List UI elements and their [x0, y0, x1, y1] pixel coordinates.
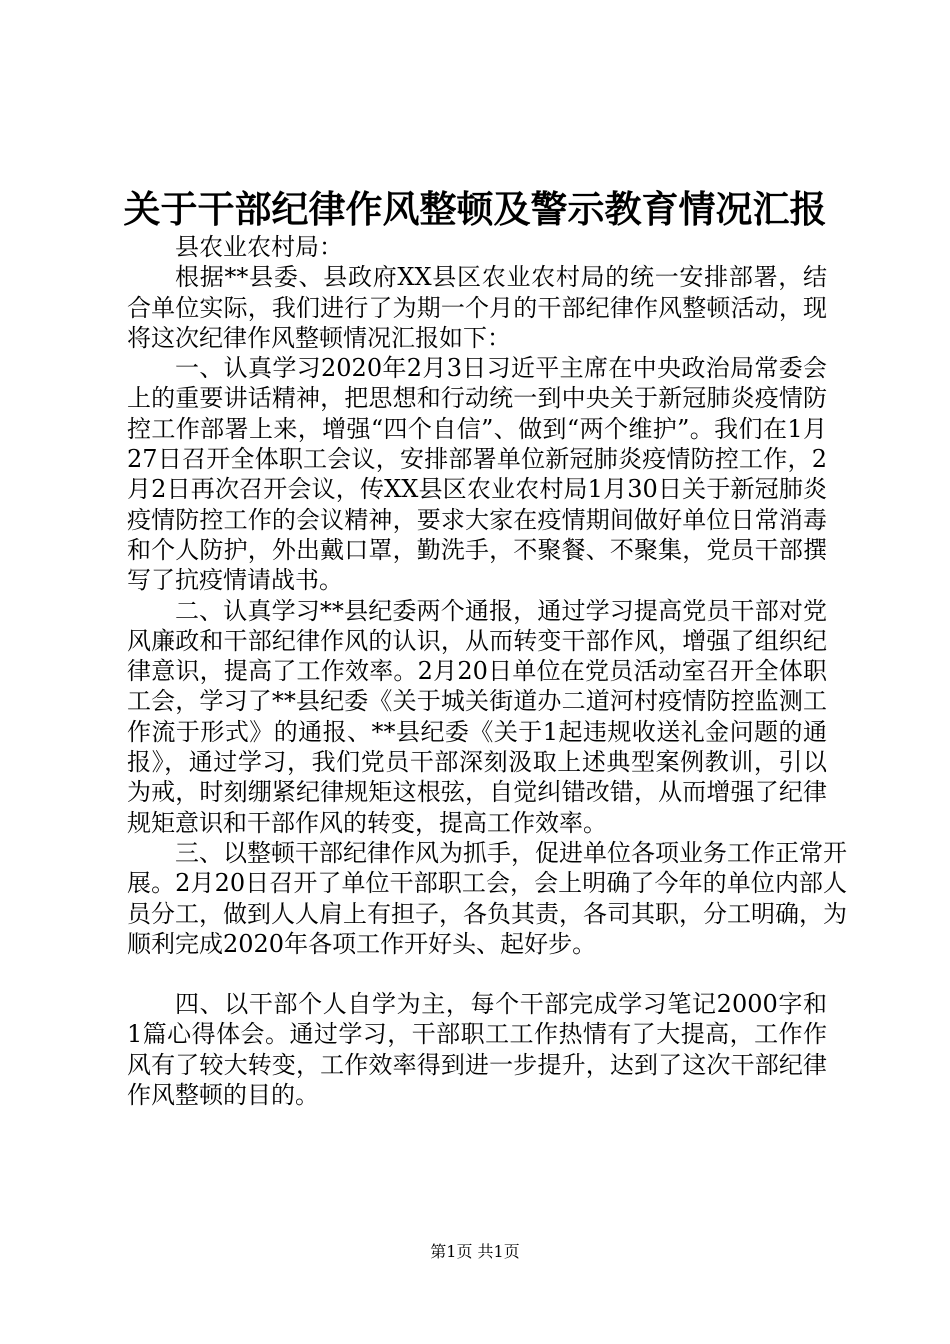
paragraph-section-3: 三、以整顿干部纪律作风为抓手，促进单位各项业务工作正常开展。2月20日召开了单位干部职工会，会上明确了今年的单位内部人员分工，做到人人肩上有担子，各负其责，各司其职，分工明确，为顺利完成2020年各项工作开好头、起好步。	[127, 838, 847, 958]
paragraph-section-1: 一、认真学习2020年2月3日习近平主席在中央政治局常委会上的重要讲话精神，把思想和行动统一到中央关于新冠肺炎疫情防控工作部署上来，增强“四个自信”、做到“两个维护”。我们在1月27日召开全体职工会议，安排部署单位新冠肺炎疫情防控工作，2月2日再次召开会议，传XX县区农业农村局1月30日关于新冠肺炎疫情防控工作的会议精神，要求大家在疫情期间做好单位日常消毒和个人防护，外出戴口罩，勤洗手，不聚餐、不聚集，党员干部撰写了抗疫情请战书。	[127, 354, 827, 595]
document-title: 关于干部纪律作风整顿及警示教育情况汇报	[123, 187, 827, 231]
document-body	[127, 232, 847, 1110]
paragraph-intro: 根据**县委、县政府XX县区农业农村局的统一安排部署，结合单位实际，我们进行了为期一个月的干部纪律作风整顿活动，现将这次纪律作风整顿情况汇报如下：	[127, 263, 827, 352]
page-footer: 第1页 共1页	[430, 1242, 520, 1261]
paragraph-section-4: 四、以干部个人自学为主，每个干部完成学习笔记2000字和1篇心得体会。通过学习，干部职工工作热情有了大提高，工作作风有了较大转变，工作效率得到进一步提升，达到了这次干部纪律作风整顿的目的。	[127, 990, 827, 1110]
paragraph-section-2: 二、认真学习**县纪委两个通报，通过学习提高党员干部对党风廉政和干部纪律作风的认识，从而转变干部作风，增强了组织纪律意识，提高了工作效率。2月20日单位在党员活动室召开全体职工会，学习了**县纪委《关于城关街道办二道河村疫情防控监测工作流于形式》的通报、**县纪委《关于1起违规收送礼金问题的通报》，通过学习，我们党员干部深刻汲取上述典型案例教训，引以为戒，时刻绷紧纪律规矩这根弦，自觉纠错改错，从而增强了纪律规矩意识和干部作风的转变，提高工作效率。	[127, 596, 827, 837]
salutation: 县农业农村局：	[175, 233, 343, 261]
